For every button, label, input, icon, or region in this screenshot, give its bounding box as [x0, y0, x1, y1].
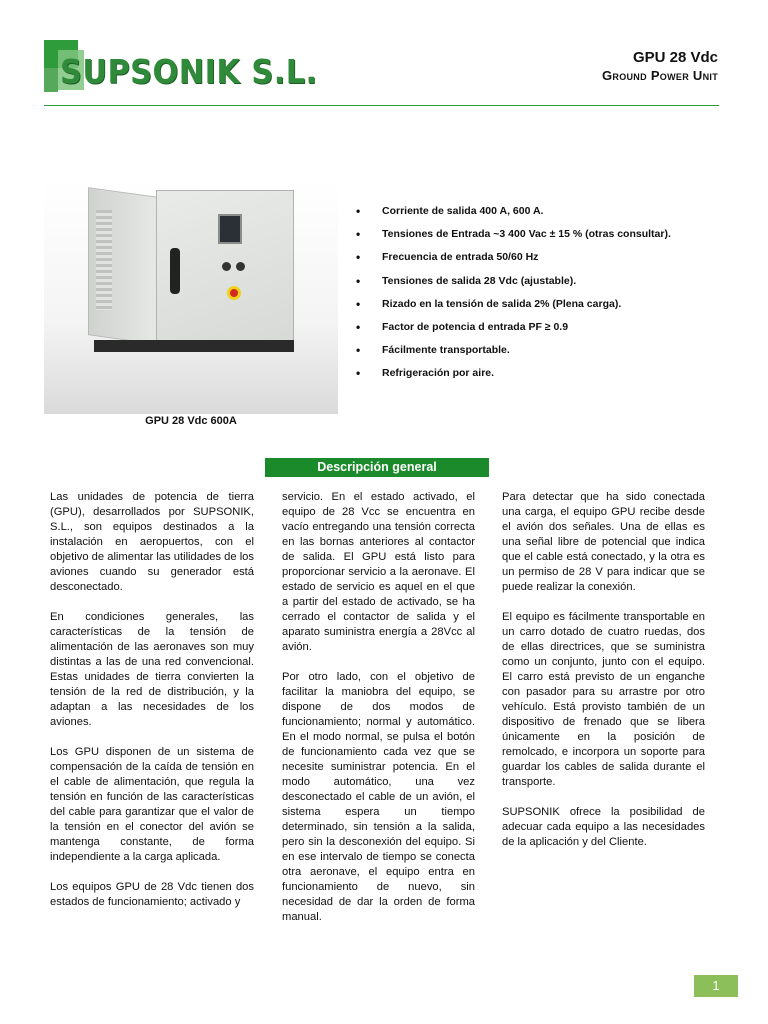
spec-item: • Rizado en la tensión de salida 2% (Plena carga).	[356, 298, 736, 321]
page-number: 1	[694, 975, 738, 997]
paragraph: Los GPU disponen de un sistema de compensación de la caída de tensión en el cable de alimentación, que regula la tensión en función de las características del cable para garantizar que el valor de la tensión en el conector del avión se mantenga constante, de forma independiente a la carga aplicada.	[50, 746, 254, 863]
paragraph: Por otro lado, con el objetivo de facilitar la maniobra del equipo, se dispone de dos modos de funcionamiento; normal y automático. En el modo normal, se pulsa el botón de funcionamiento cada vez que se necesite suministrar potencia. En el modo automático, una vez desconectado el cable de un avión, el sistema espera un tiempo determinado, sin tensión a la salida, pero sin la desconexión del equipo. Si en ese intervalo de tiempo se conecta otra aeronave, el equipo entra en funcionamiento de nuevo, sin necesidad de dar la orden de forma manual.	[282, 671, 475, 923]
title-product: GPU 28 Vdc	[632, 49, 718, 66]
product-photo	[44, 182, 338, 414]
photo-caption: GPU 28 Vdc 600A	[145, 415, 237, 427]
paragraph: servicio. En el estado activado, el equipo de 28 Vcc se encuentra en vacío entregando una tensión correcta en las bornas anteriores al contactor de salida. El GPU está listo para proporcionar servicio a la aeronave. El estado de servicio es aquel en el que a partir del estado de activado, se ha cerrado el contactor de salida y el aparato suministra energía a 28Vcc al avión.	[282, 491, 475, 653]
cabinet-handle-icon	[170, 248, 180, 294]
emergency-stop-icon	[227, 286, 241, 300]
document-title	[602, 49, 718, 85]
paragraph: En condiciones generales, las características de la tensión de alimentación de las aeronaves son muy distintas a las de una red convencional. Estas unidades de tierra convierten la tensión de la red de distribución, y la adaptan a las necesidades de los aviones.	[50, 611, 254, 728]
selector-knob-icon	[236, 262, 245, 271]
paragraph: El equipo es fácilmente transportable en un carro dotado de cuatro ruedas, dos de ellas directrices, que se suministra como un conjunto, junto con el equipo. El carro está previsto de un enganche con pasador para su arrastre por otro vehículo. Está provisto también de un dispositivo de frenado que se libera únicamente en la posición de remolcado, e incorpora un soporte para guardar los cables de salida durante el transporte.	[502, 611, 705, 788]
paragraph: SUPSONIK ofrece la posibilidad de adecuar cada equipo a las necesidades de la aplicación y del Cliente.	[502, 806, 705, 848]
text-column-1	[50, 490, 254, 925]
spec-item: • Factor de potencia d entrada PF ≥ 0.9	[356, 321, 736, 344]
header-divider	[44, 105, 719, 106]
section-heading: Descripción general	[265, 458, 489, 477]
cabinet-base	[94, 340, 294, 352]
text-column-3	[502, 490, 705, 865]
spec-list	[356, 205, 736, 391]
paragraph: Las unidades de potencia de tierra (GPU), desarrollados por SUPSONIK, S.L., son equipos destinados a la instalación en aeropuertos, con el objetivo de alimentar las utilidades de los aviones cuando su generador está desconectado.	[50, 491, 254, 593]
paragraph: Los equipos GPU de 28 Vdc tienen dos estados de funcionamiento; activado y	[50, 881, 254, 908]
spec-item: • Tensiones de salida 28 Vdc (ajustable).	[356, 275, 736, 298]
title-subtitle: Ground Power Unit	[602, 68, 718, 83]
spec-item: • Frecuencia de entrada 50/60 Hz	[356, 251, 736, 274]
cabinet-vent	[96, 210, 112, 310]
spec-item: • Refrigeración por aire.	[356, 367, 736, 390]
logo-text: SUPSONIK S.L.	[60, 52, 318, 91]
spec-item: • Corriente de salida 400 A, 600 A.	[356, 205, 736, 228]
selector-knob-icon	[222, 262, 231, 271]
company-logo	[44, 40, 318, 96]
text-column-2	[282, 490, 475, 940]
spec-item: • Fácilmente transportable.	[356, 344, 736, 367]
control-display-icon	[218, 214, 242, 244]
paragraph: Para detectar que ha sido conectada una carga, el equipo GPU recibe desde el avión dos señales. Una de ellas es una señal libre de potencial que indica que el cable está conectado, y la otra es un permiso de 28 V para indicar que se puede realizar la conexión.	[502, 491, 705, 593]
spec-item: • Tensiones de Entrada ~3 400 Vac ± 15 % (otras consultar).	[356, 228, 736, 251]
